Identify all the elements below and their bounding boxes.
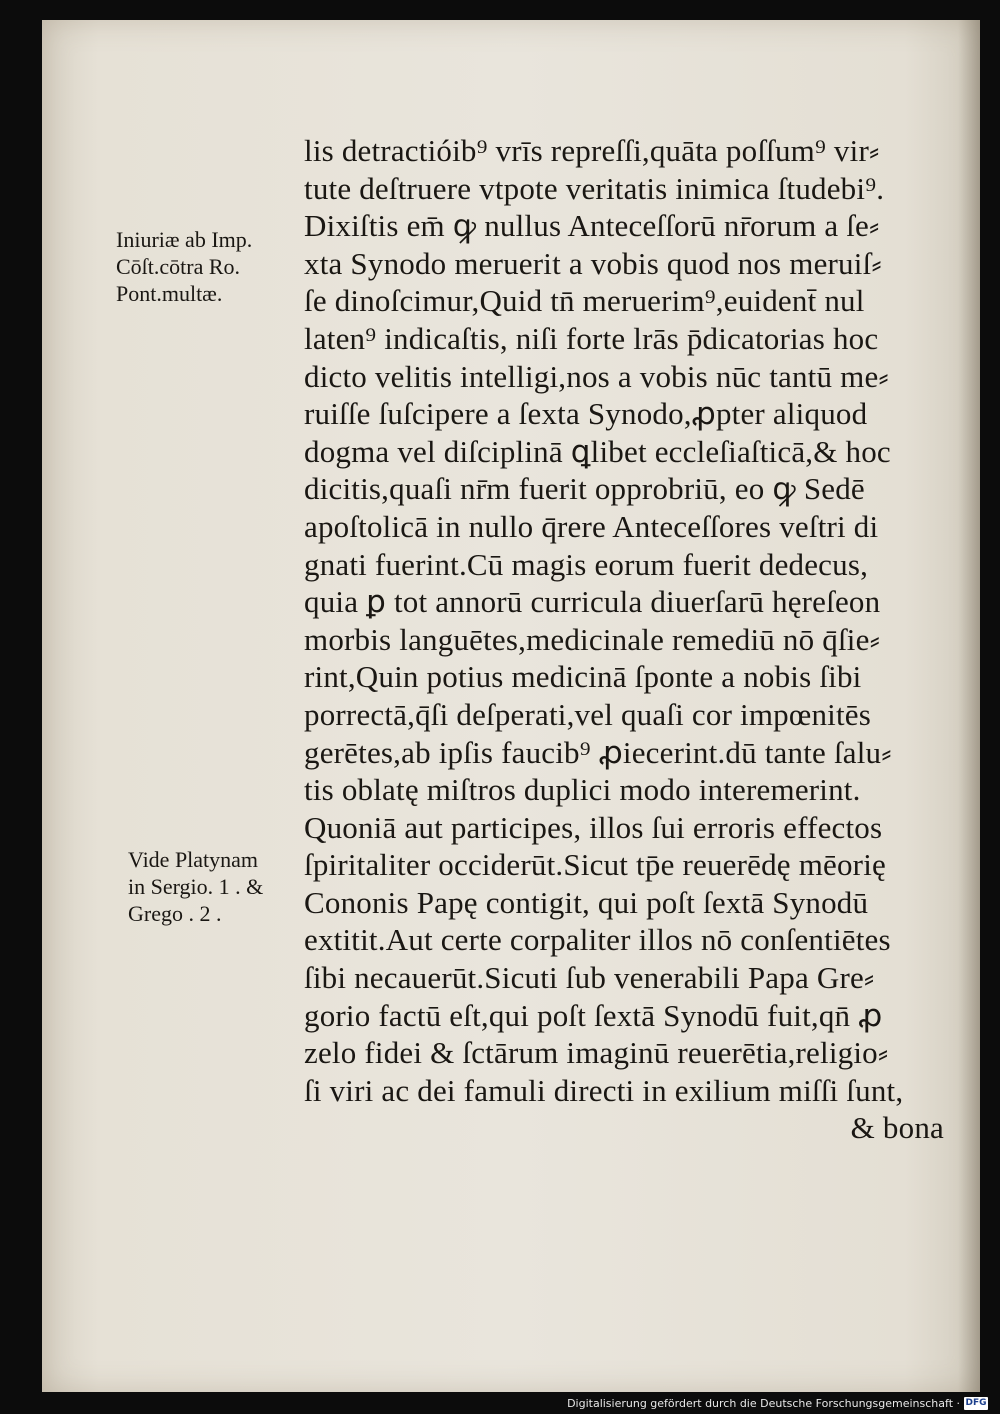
text-line: apoſtolicā in nullo q̄rere Anteceſſores veſtri di [304,508,879,544]
text-line: quia ꝑ tot annorū curricula diuerſarū hęreſeon [304,584,881,620]
text-line: gerētes,ab ipſis faucib⁹ ꝓiecerint.dū tante ſalu⸗ [304,734,892,770]
text-line: Quoniā aut participes, illos ſui erroris effectos [304,809,883,845]
marginal-note-line: Pont.multæ. [116,281,223,306]
text-line: lis detractióib⁹ vrīs repreſſi,quāta poſſum⁹ vir⸗ [304,133,880,168]
marginal-note-line: Iniuriæ ab Imp. [116,227,253,252]
text-line: Cononis Papę contigit, qui poſt ſextā Synodū [304,884,869,920]
book-page [42,20,980,1392]
marginal-note-line: Vide Platynam [128,847,259,872]
text-line: xta Synodo meruerit a vobis quod nos meruiſ⸗ [304,245,882,281]
catchword: & bona [850,1110,944,1146]
text-line: extitit.Aut certe corpaliter illos nō conſentiētes [304,922,891,958]
text-line: tute deſtruere vtpote veritatis inimica ſtudebi⁹. [304,170,885,206]
text-line: ſi viri ac dei famuli directi in exilium miſſi ſunt, [304,1072,904,1108]
text-line: dicitis,quaſi nr̄m fuerit opprobriū, eo ꝙ Sedē [304,471,865,507]
text-line: dicto velitis intelligi,nos a vobis nūc tantū me⸗ [304,358,889,394]
text-line: ſpiritaliter occiderūt.Sicut tp̄e reuerēdę mēorię [304,847,886,883]
text-line: laten⁹ indicaſtis, niſi forte lrās p̄dicatorias hoc [304,320,879,356]
text-line: zelo fidei & ſctārum imaginū reuerētia,religio⸗ [304,1035,889,1071]
main-text-block [304,132,944,1147]
text-line: rint,Quin potius medicinā ſponte a nobis ſibi [304,659,862,695]
text-line: Dixiſtis em̄ ꝙ nullus Anteceſſorū nr̄orum a ſe⸗ [304,208,880,244]
text-line: ſe dinoſcimur,Quid tn̄ meruerim⁹,euident̄ nul [304,283,865,319]
text-line: gnati fuerint.Cū magis eorum fuerit dedecus, [304,546,869,582]
marginal-note-injuries [116,226,252,307]
text-line: ruiſſe ſuſcipere a ſexta Synodo,ꝓpter aliquod [304,396,868,432]
text-line: tis oblatę miſtros duplici modo interemerint. [304,772,861,808]
marginal-note-line: Cōſt.cōtra Ro. [116,254,241,279]
marginal-note-line: Grego . 2 . [128,901,222,926]
marginal-note-platyna [128,846,263,927]
marginal-note-line: in Sergio. 1 . & [128,874,264,899]
dfg-logo-icon: DFG [965,1398,987,1408]
text-line: gorio factū eſt,qui poſt ſextā Synodū fuit,qn̄ ꝓ [304,997,883,1033]
text-line: porrectā,q̄ſi deſperati,vel quaſi cor impœnitēs [304,696,872,732]
text-line: dogma vel diſciplinā ꝗlibet eccleſiaſticā,& hoc [304,433,891,469]
funding-credit: Digitalisierung gefördert durch die Deutsche Forschungsgemeinschaft · [567,1397,960,1410]
text-line: morbis languētes,medicinale remediū nō q̄ſie⸗ [304,621,881,657]
text-line: ſibi necauerūt.Sicuti ſub venerabili Papa Gre⸗ [304,960,875,996]
